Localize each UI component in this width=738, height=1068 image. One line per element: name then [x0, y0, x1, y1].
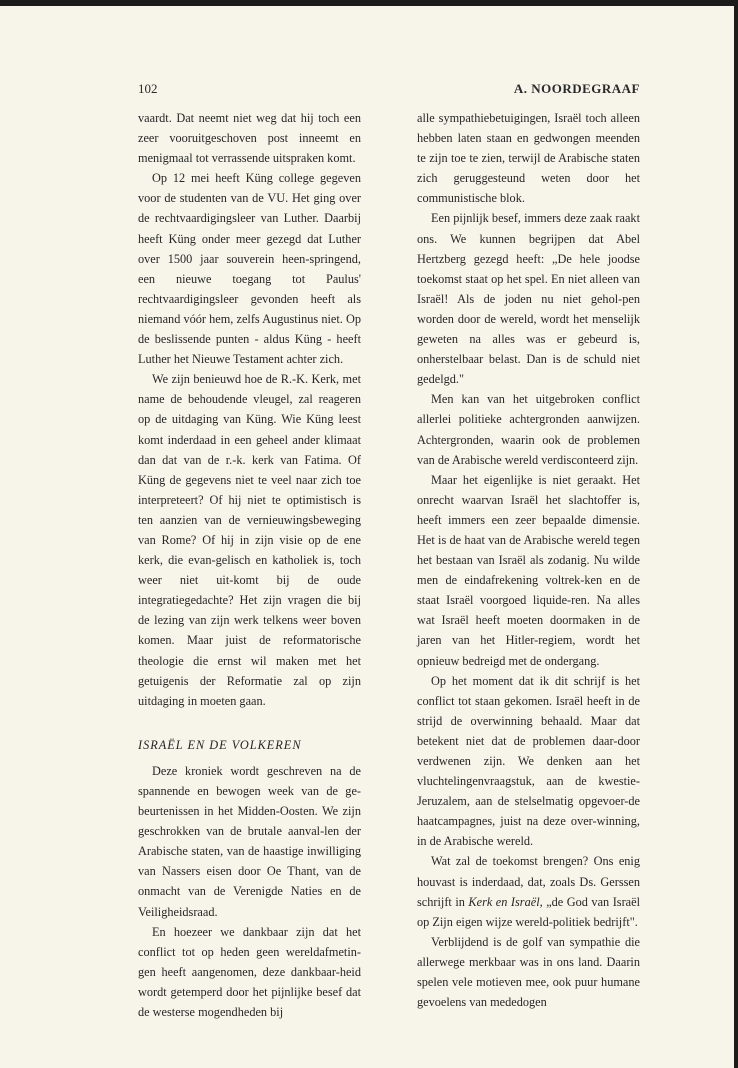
paragraph: Maar het eigenlijke is niet geraakt. Het onrecht waarvan Israël het slachtoffer is, heeft immers een zeer bepaalde dimensie. Het is de haat van de Arabische wereld tegen het bestaan van Israël als zodanig. Nu wilde men de eindafrekening voltrek-ken en de staat Israël voorgoed liquide-ren. Na alles wat Israël heeft moeten doormaken in de jaren van het Hitler-regiem, wordt het opnieuw bedreigd met de ondergang.	[417, 472, 640, 668]
paragraph: Deze kroniek wordt geschreven na de spannende en bewogen week van de ge-beurtenissen in het Midden-Oosten. We zijn geschrokken van de brutale aanval-len der Arabische staten, van de haastige inwilliging van Nassers eisen door Oe Thant, van de onmacht van de Verenigde Naties en de Veiligheidsraad.	[138, 763, 361, 919]
text-run: „de God van Israël op Zijn eigen wijze wereld-politiek bedrijft".	[417, 894, 640, 929]
book-title: Kerk en Israël,	[468, 894, 543, 909]
paragraph: Verblijdend is de golf van sympathie die allerwege merkbaar was in ons land. Daarin spelen vele motieven mee, ook puur humane gevoelens van mededogen	[417, 934, 640, 1010]
page-header	[138, 81, 640, 101]
right-column	[417, 108, 640, 1012]
page-number: 102	[138, 81, 158, 96]
paragraph: Een pijnlijk besef, immers deze zaak raakt ons. We kunnen begrijpen dat Abel Hertzberg gezegd heeft: „De hele joodse toekomst staat op het spel. En niet alleen van Israël! Als de joden nu niet gehol-pen worden door de wereld, wordt het menselijk geweten na alles was er gebeurd is, onherstelbaar belast. Dan is de schuld niet gedelgd."	[417, 211, 640, 387]
paragraph	[417, 851, 640, 931]
running-head: A. NOORDEGRAAF	[513, 81, 640, 96]
paragraph: We zijn benieuwd hoe de R.-K. Kerk, met name de behoudende vleugel, zal reageren op de uitdaging van Küng. Wie Küng leest komt inderdaad in een geheel ander klimaat dan dat van de r.-k. kerk van Fatima. Of Küng de gegevens niet te veel naar zich toe interpreteert? Of hij niet te optimistisch is ten aanzien van de vernieuwingsbeweging van Rome? Of hij in zijn visie op de ene kerk, die evan-gelisch en katholiek is, toch weer niet uit-komt bij de oude integratiegedachte? Het zijn vragen die bij de lezing van zijn werk telkens weer boven komen. Maar juist de reformatorische theologie die ernst wil maken met het getuigenis der Reformatie zal op zijn uitdaging in moeten gaan.	[138, 372, 361, 708]
paragraph: alle sympathiebetuigingen, Israël toch alleen hebben laten staan en gedwongen meenden te zijn toe te zien, terwijl de Arabische staten zich geruggesteund weten door het communistische blok.	[417, 111, 640, 206]
paragraph: Op het moment dat ik dit schrijf is het conflict tot staan gekomen. Israël heeft in de strijd de overwinning behaald. Maar dat betekent niet dat de problemen daar-door verdwenen zijn. We denken aan het vluchtelingenvraagstuk, aan de kwestie-Jeruzalem, aan de stelselmatig opgevoer-de haatcampagnes, juist na deze over-winning, in de Arabische wereld.	[417, 673, 640, 849]
paragraph: Men kan van het uitgebroken conflict allerlei politieke achtergronden aanwijzen. Achtergronden, waarin ook de problemen van de Arabische wereld verdisconteerd zijn.	[417, 392, 640, 467]
section-title: ISRAËL EN DE VOLKEREN	[138, 737, 302, 752]
paragraph: En hoezeer we dankbaar zijn dat het conflict tot op heden geen wereldafmetin-gen heeft aangenomen, deze dankbaar-heid wordt getemperd door het pijnlijke besef dat de westerse mogendheden bij	[138, 924, 361, 1020]
paragraph: Op 12 mei heeft Küng college gegeven voor de studenten van de VU. Het ging over de rechtvaardigingsleer van Luther. Daarbij heeft Küng onder meer gezegd dat Luther over 1500 jaar souverein heen-springend, een nieuwe toegang tot Paulus' rechtvaardigingsleer gevonden heeft als niemand vóór hem, zelfs Augustinus niet. Op de beslissende punten - aldus Küng - heeft Luther het Nieuwe Testament achter zich.	[138, 171, 361, 367]
text-run: Wat zal de toekomst brengen? Ons enig houvast is inderdaad, dat, zoals Ds. Gerssen schrijft in	[417, 854, 640, 909]
paragraph: vaardt. Dat neemt niet weg dat hij toch een zeer vooruitgeschoven post inneemt en menigmaal tot verrassende uitspraken komt.	[138, 111, 361, 166]
left-column	[138, 108, 361, 1022]
